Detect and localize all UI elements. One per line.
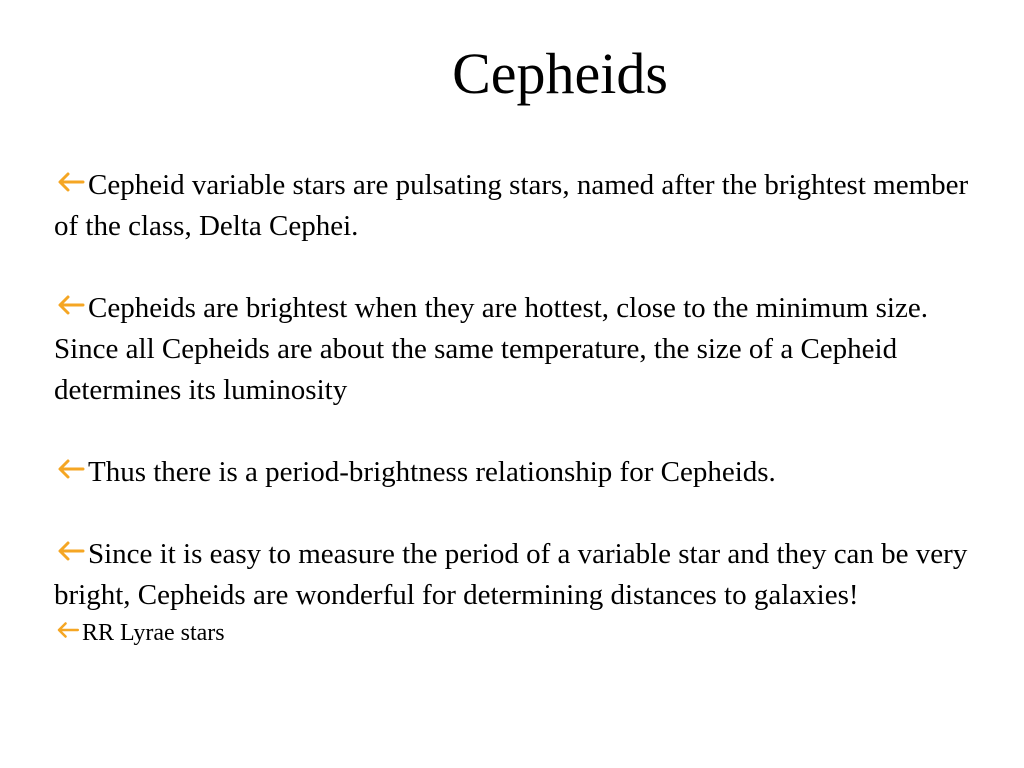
bullet-list: [54, 165, 994, 650]
bullet-item: [54, 452, 994, 493]
left-arrow-icon: [54, 171, 88, 193]
left-arrow-icon: [54, 540, 88, 562]
bullet-text: Thus there is a period-brightness relationship for Cepheids.: [88, 456, 776, 488]
left-arrow-icon: [54, 621, 82, 639]
bullet-item: [54, 288, 994, 411]
bullet-text: Cepheids are brightest when they are hottest, close to the minimum size. Since all Cepheids are about the same temperature, the size of a Cepheid determines its luminosity: [54, 292, 928, 406]
bullet-text: Since it is easy to measure the period of a variable star and they can be very bright, Cepheids are wonderful for determining distances to galaxies!: [54, 538, 968, 611]
bullet-item: [54, 165, 994, 247]
left-arrow-icon: [54, 294, 88, 316]
bullet-text: RR Lyrae stars: [82, 620, 225, 646]
bullet-item: [54, 616, 994, 650]
slide-title: Cepheids: [452, 41, 668, 106]
left-arrow-icon: [54, 458, 88, 480]
bullet-text: Cepheid variable stars are pulsating stars, named after the brightest member of the class, Delta Cephei.: [54, 169, 969, 242]
bullet-item: [54, 534, 994, 616]
